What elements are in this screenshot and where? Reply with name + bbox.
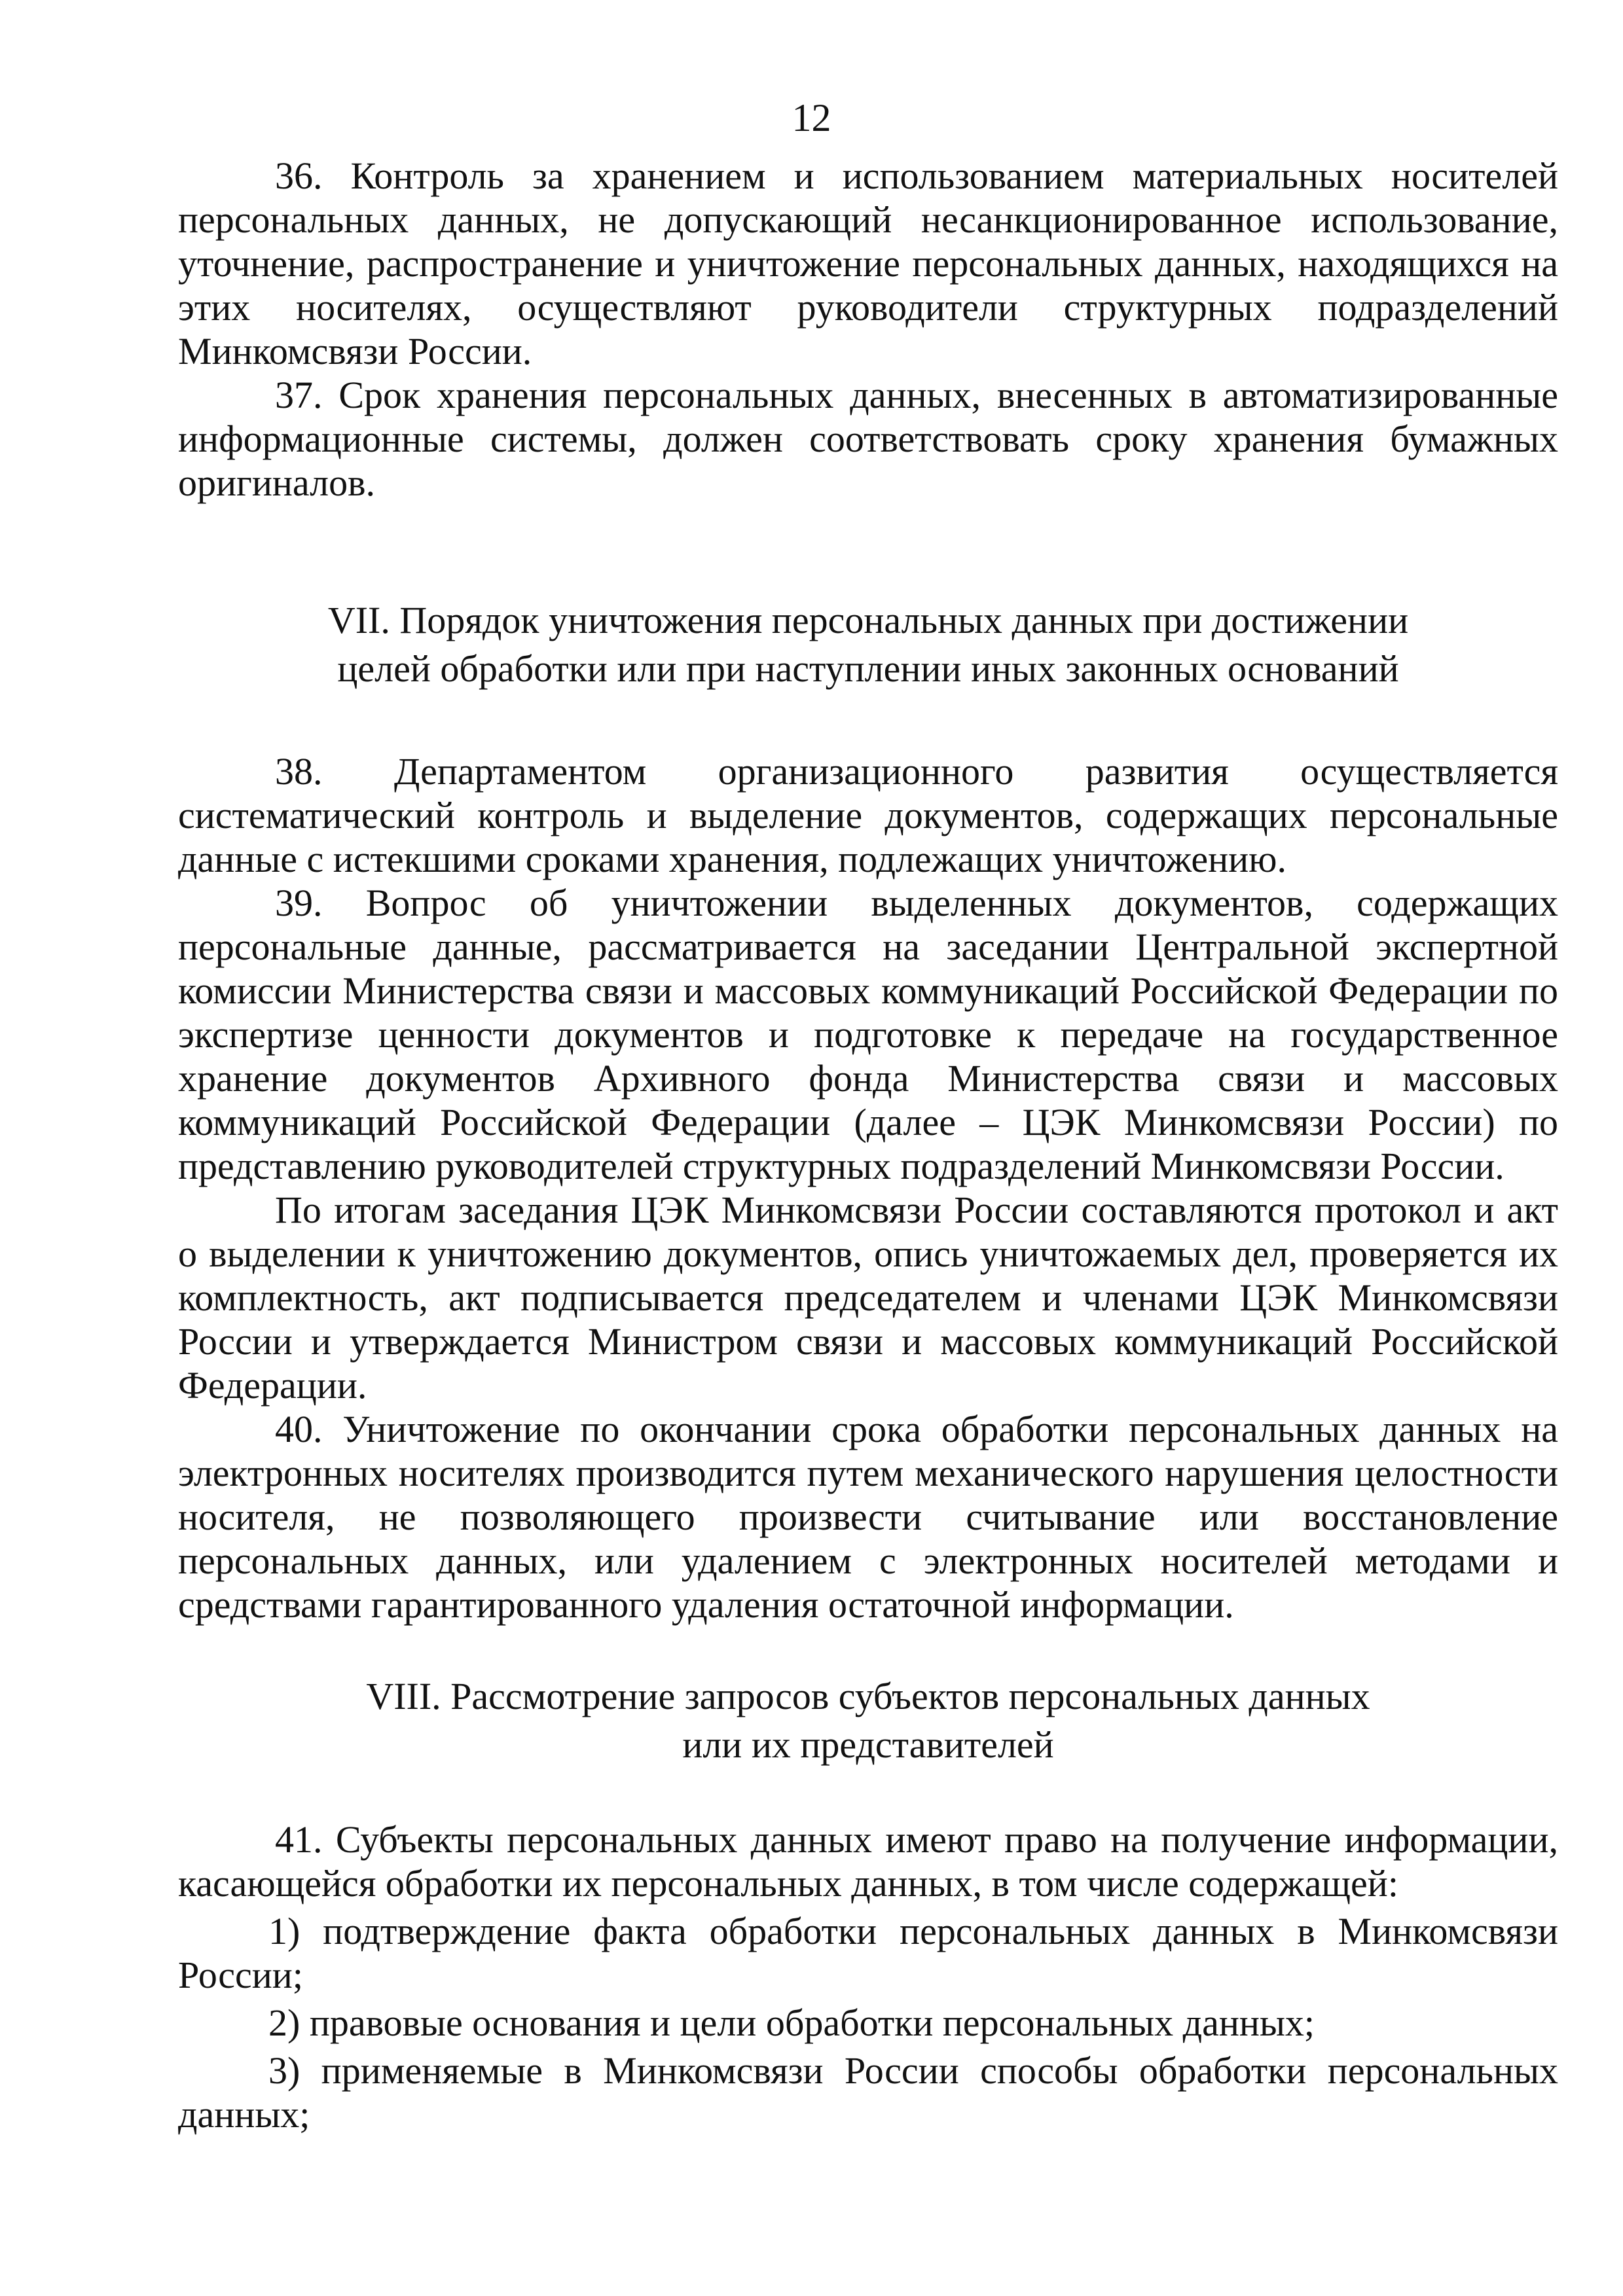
list-item-3: 3) применяемые в Минкомсвязи России способы обработки персональных данных; <box>178 2049 1558 2136</box>
document-body <box>178 154 1558 2136</box>
spacer <box>178 693 1558 749</box>
spacer <box>178 505 1558 596</box>
paragraph-40: 40. Уничтожение по окончании срока обработки персональных данных на электронных носителях производится путем механического нарушения целостности носителя, не позволяющего произвести считывание или восстановление персональных данных, или удалением с электронных носителей методами и средствами гарантированного удаления остаточной информации. <box>178 1408 1558 1626</box>
paragraph-38: 38. Департаментом организационного развития осуществляется систематический контроль и выделение документов, содержащих персональные данные с истекшими сроками хранения, подлежащих уничтожению. <box>178 750 1558 880</box>
paragraph-37: 37. Срок хранения персональных данных, внесенных в автоматизированные информационные системы, должен соответствовать сроку хранения бумажных оригиналов. <box>178 374 1558 504</box>
paragraph-39: 39. Вопрос об уничтожении выделенных документов, содержащих персональные данные, рассматривается на заседании Центральной экспертной комиссии Министерства связи и массовых коммуникаций Российской Федерации по экспертизе ценности документов и подготовке к передаче на государственное хранение документов Архивного фонда Министерства связи и массовых коммуникаций Российской Федерации (далее – ЦЭК Минкомсвязи России) по представлению руководителей структурных подразделений Минкомсвязи России. <box>178 882 1558 1187</box>
spacer <box>178 1769 1558 1818</box>
spacer <box>178 1626 1558 1672</box>
page-number: 12 <box>792 96 831 139</box>
paragraph-36: 36. Контроль за хранением и использованием материальных носителей персональных данных, не допускающий несанкционированное использование, уточнение, распространение и уничтожение персональных данных, находящихся на этих носителях, осуществляют руководители структурных подразделений Минкомсвязи России. <box>178 154 1558 372</box>
paragraph-41: 41. Субъекты персональных данных имеют право на получение информации, касающейся обработки их персональных данных, в том числе содержащей: <box>178 1818 1558 1905</box>
section-heading-viii-line-2: или их представителей <box>682 1723 1054 1766</box>
list-item-2: 2) правовые основания и цели обработки персональных данных; <box>268 2001 1315 2044</box>
section-heading-vii-line-2: целей обработки или при наступлении иных законных оснований <box>337 647 1399 690</box>
section-heading-vii-line-1: VII. Порядок уничтожения персональных данных при достижении <box>327 599 1409 641</box>
list-item-1: 1) подтверждение факта обработки персональных данных в Минкомсвязи России; <box>178 1910 1558 1996</box>
section-heading-viii-line-1: VIII. Рассмотрение запросов субъектов персональных данных <box>366 1675 1370 1717</box>
paragraph-39-continued: По итогам заседания ЦЭК Минкомсвязи России составляются протокол и акт о выделении к уничтожению документов, опись уничтожаемых дел, проверяется их комплектность, акт подписывается председателем и членами ЦЭК Минкомсвязи России и утверждается Министром связи и массовых коммуникаций Российской Федерации. <box>178 1189 1558 1407</box>
